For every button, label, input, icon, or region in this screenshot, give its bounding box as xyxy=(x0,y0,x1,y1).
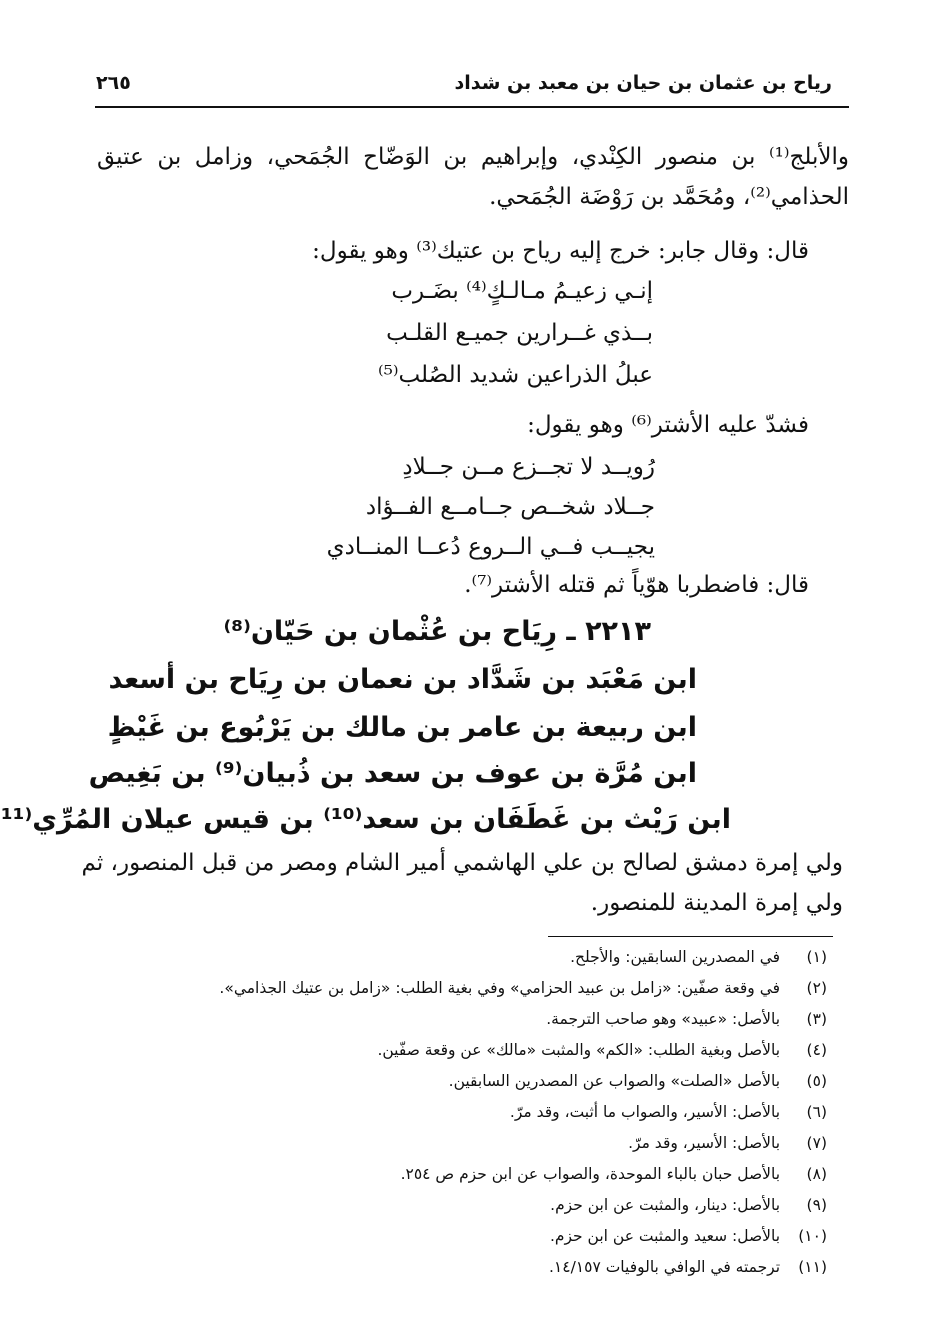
verse1-line3: عبلُ الذراعين شديد الصُلب⁽⁵⁾ xyxy=(377,362,653,388)
footnote-number: (٤) xyxy=(806,1041,827,1059)
footnote-number: (٦) xyxy=(806,1103,827,1121)
footnote-4 xyxy=(377,1041,827,1059)
header-rule xyxy=(95,106,849,108)
entry-heading-line4: ابن مُرَّة بن عوف بن سعد بن ذُبيان⁽⁹⁾ بن بَغِيص xyxy=(88,758,697,789)
footnote-text: في المصدرين السابقين: والأجلح. xyxy=(570,948,781,966)
entry-heading-line2: ابن مَعْبَد بن شَدَّاد بن نعمان بن رِيَاح بن أسعد xyxy=(108,664,697,695)
page-number: ٢٦٥ xyxy=(96,72,131,94)
quote1-intro: قال: وقال جابر: خرج إليه رياح بن عتيك⁽³⁾ وهو يقول: xyxy=(312,238,809,264)
verse2-line1: رُويــد لا تجــزع مــن جــلادِ xyxy=(402,454,655,480)
footnote-text: بالأصل: دينار، والمثبت عن ابن حزم. xyxy=(550,1196,781,1214)
footnote-8 xyxy=(401,1165,827,1183)
verse1-line1: إنـي زعيـمُ مـالـكٍ⁽⁴⁾ بضَـرب xyxy=(391,278,653,304)
footnote-number: (٣) xyxy=(806,1010,827,1028)
para1-line2: الحذامي⁽²⁾، ومُحَمَّد بن رَوْضَة الجُمَحي. xyxy=(489,184,849,210)
verse2-line3: يجيــب فــي الــروع دُعــا المنــادي xyxy=(326,534,655,560)
para1-line1: والأبلج⁽¹⁾ بن منصور الكِنْدي، وإبراهيم بن الوَضّاح الجُمَحي، وزامل بن عتيق xyxy=(97,144,849,170)
verse2-line2: جــلاد شخــص جــامــع الفــؤاد xyxy=(365,494,655,520)
footnote-text: بالأصل: «عبيد» وهو صاحب الترجمة. xyxy=(546,1010,781,1028)
running-header-title: رياح بن عثمان بن حيان بن معبد بن شداد xyxy=(454,72,832,94)
footnote-10 xyxy=(550,1227,827,1245)
quote2-intro: فشدّ عليه الأشتر⁽⁶⁾ وهو يقول: xyxy=(527,412,809,438)
footnote-6 xyxy=(510,1103,827,1121)
footnote-number: (٨) xyxy=(806,1165,827,1183)
footnote-5 xyxy=(449,1072,827,1090)
footnote-text: بالأصل «الصلت» والصواب عن المصدرين السابقين. xyxy=(448,1072,781,1090)
footnote-text: بالأصل: الأسير، وقد مرّ. xyxy=(628,1134,781,1152)
entry-heading-line1: ٢٢١٣ ـ رِيَاح بن عُثْمان بن حَيّان⁽⁸⁾ xyxy=(223,616,651,647)
verse1-line2: بــذي غــرارين جميـع القلـب xyxy=(386,320,653,346)
footnote-number: (٩) xyxy=(806,1196,827,1214)
entry-heading-line5: ابن رَيْث بن غَطَفَان بن سعد⁽¹⁰⁾ بن قيس عيلان المُرِّي⁽¹¹ xyxy=(0,804,731,835)
para2-line2: ولي إمرة المدينة للمنصور. xyxy=(590,890,843,916)
footnote-11 xyxy=(549,1258,827,1276)
footnote-2 xyxy=(219,979,827,997)
footnote-number: (٥) xyxy=(806,1072,827,1090)
footnote-text: بالأصل وبغية الطلب: «الكم» والمثبت «مالك» عن وقعة صفّين. xyxy=(377,1041,781,1059)
footnote-1 xyxy=(570,948,827,966)
quote2-end: قال: فاضطربا هوّياً ثم قتله الأشتر⁽⁷⁾. xyxy=(464,572,809,598)
footnote-text: ترجمته في الوافي بالوفيات ١٤/١٥٧. xyxy=(548,1258,781,1276)
footnote-text: في وقعة صفّين: «زامل بن عبيد الحزامي» وفي بغية الطلب: «زامل بن عتيك الجذامي». xyxy=(219,979,781,997)
footnote-7 xyxy=(628,1134,827,1152)
entry-heading-line3: ابن ربيعة بن عامر بن مالك بن يَرْبُوع بن غَيْظٍ xyxy=(107,712,697,743)
footnote-rule xyxy=(548,936,833,937)
footnote-text: بالأصل: سعيد والمثبت عن ابن حزم. xyxy=(549,1227,781,1245)
footnote-number: (١٠) xyxy=(798,1227,827,1245)
footnote-3 xyxy=(546,1010,827,1028)
footnote-number: (٧) xyxy=(806,1134,827,1152)
para2-line1: ولي إمرة دمشق لصالح بن علي الهاشمي أمير الشام ومصر من قبل المنصور، ثم xyxy=(81,850,843,876)
footnote-number: (١) xyxy=(806,948,827,966)
footnote-9 xyxy=(550,1196,827,1214)
footnote-number: (١١) xyxy=(798,1258,827,1276)
footnote-number: (٢) xyxy=(806,979,827,997)
footnote-text: بالأصل حبان بالباء الموحدة، والصواب عن ابن حزم ص ٢٥٤. xyxy=(400,1165,781,1183)
footnote-text: بالأصل: الأسير، والصواب ما أثبت، وقد مرّ. xyxy=(509,1103,781,1121)
